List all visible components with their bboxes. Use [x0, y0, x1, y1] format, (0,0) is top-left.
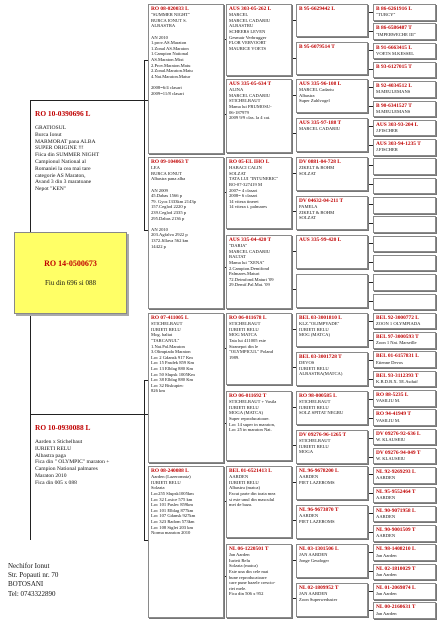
great-grandparent-box-ring: RO 05-EL IHO L [229, 159, 270, 165]
main-bird-box [14, 232, 127, 314]
generation-5-box-ring: BEL 01-6157831 L [376, 353, 419, 360]
generation-5-box-text: AARDEN [376, 475, 396, 481]
generation-5-box-text: "TURCY" [376, 12, 396, 18]
great-grandparent-box-ring: BEL 01-6521413 L [229, 468, 272, 474]
generation-5-box-ring: B 93-6127015 T [376, 63, 412, 70]
generation-4-box [296, 352, 368, 386]
generation-5-box [373, 4, 436, 21]
generation-5-box [373, 506, 436, 523]
generation-4-box [296, 79, 368, 113]
generation-5-box-text: ZOON 1 OLYMPIADA [376, 321, 421, 326]
generation-4-box-ring: NL 96-9673870 T [299, 507, 339, 513]
generation-5-box-ring: RO 94-41949 T [376, 411, 411, 418]
grandparent-box [148, 313, 224, 463]
grandparent-box-ring: RO 09-104063 T [151, 159, 189, 165]
generation-5-box-text: Jan Aarden [376, 610, 397, 616]
generation-4-box-ring: DV 04632-04-211 T [299, 198, 344, 204]
generation-5-box-ring: NL 92-9269293 L [376, 469, 416, 476]
generation-5-box [373, 23, 436, 40]
generation-5-box-text: J.FISCHER [376, 147, 398, 153]
grandparent-box-text: STICHELBAUT IURIETI RELU Mog. baltat "TARCANUL" 1.Nat.Pal.Maraton 3.Olimpiada Maraton Loc 2 Gdansk 917 Km Loc 15 Pasdek 859 Km Loc 13 Elblag 880 Km Loc 50 Slupsk 1005Km Loc 38 Elblag 880 Km Loc 32 Biskupiec 826 km [151, 321, 195, 394]
generation-5-box [373, 602, 436, 619]
generation-5-box-ring: NL 00-2160631 T [376, 604, 416, 611]
generation-5-box [373, 216, 436, 233]
great-grandparent-box-text: STICHELBAUT + Vasila IURIETI RELU MOGA (MATCA) Super reproducatoare. Loc 14 super in maraton, Loc 25 in maraton Nat. [229, 399, 277, 433]
generation-5-box [373, 178, 436, 195]
father-box [30, 100, 145, 224]
great-grandparent-box-text: "DARIA" MARCEL CADARIU BALTAT Mama lui "XENA" 2.Campion.Demifond Palmares.Maturi 72.Deimfond.Maturi '09 29.Demif.Pal.Mat. '09 [229, 243, 274, 288]
generation-4-box-ring: AUS 335-97-188 T [299, 120, 342, 126]
generation-5-box [373, 101, 436, 118]
owner-street: Str. Popauti nr. 70 [8, 571, 59, 580]
grandparent-box-ring: RO 08-020033 L [151, 6, 189, 12]
generation-4-box [296, 42, 368, 75]
generation-5-box-ring: B 86-6586487 T [376, 25, 412, 32]
generation-5-box-text: J.FISCHER [376, 128, 398, 133]
grandparent-box-text: "SUMMER NIGHT" BURCA IONUT S. ALBASTRA AN 2010 1.prov.AS.Maraton 1.Zonal AS.Maraton 1.Campion National AS.Maraton.Mixt 2.Prov.Maraton.Matu 2.Zonal.Maraton.Matu 4.Nat.Maraton.Matur 2008=6/4 clasari 2009=11/8 clasari [151, 12, 193, 96]
great-grandparent-box-text: MARCEL MARCEL CADARIU ALBASTRU SCHEERS LEVEN Gesmair Verbrugger FLOR VERVOORT MAURICE VOETS [229, 12, 271, 51]
generation-4-box-ring: DV 0881-04-728 L [299, 159, 341, 165]
generation-5-box [373, 448, 436, 465]
grandparent-box-text: LEA BURCA IONUT Albastra pana alba AN 2009 45.Dabas 1566 p 79. Gyor.1333km 2143p 157.Ceglod 2220 p 239.Ceglod 2335 p 295.Dabas 2136 p AN 2010 203.Agfalva 2922 p 1372.Jillava 562 km 14422 p [151, 165, 196, 249]
generation-5-box [373, 390, 436, 407]
generation-5-box-ring: AUS 303-93-204 L [376, 121, 419, 128]
generation-5-box-ring: BEL 92-3000772 L [376, 314, 419, 321]
generation-5-box-ring: RO 88-5235 L [376, 392, 409, 398]
great-grandparent-box [226, 466, 292, 538]
mother-text: Aarden x Stichelbaut IURIETI RELU Albastra paga Fica din " OLYMPIC" maraton + Campion National palmares Maraton 2010 Fica din 005 x 088 [35, 439, 110, 486]
great-grandparent-box [226, 544, 292, 618]
generation-5-box-text: Zoon 1 Nat. Marseille [376, 340, 417, 346]
generation-5-box [373, 351, 436, 368]
generation-4-box-text: JAN AARDEN Zoon Superweduster [299, 591, 338, 602]
generation-4-box-ring: B 95-6629442 L [299, 6, 335, 12]
generation-5-box-ring: BEL 93-3112393 T [376, 372, 419, 379]
generation-5-box [373, 255, 436, 272]
generation-4-box [296, 4, 368, 37]
generation-5-box-text: Jan Aarden [376, 552, 397, 558]
generation-4-box [296, 544, 368, 578]
generation-4-box-text: DEVOS IURIETI RELU ALBASTRA(MATCA) [299, 360, 343, 377]
great-grandparent-box-text: ALINA MARCEL CADARIU STICHELBAUT Mama lui FRUMOSU- 06-187979 2009 9/9 clas. la 4 cat. [229, 87, 272, 121]
generation-4-box-text: KLZ."OLIMPYADE" IURIETI RELU MOG (MATCA) [299, 321, 340, 338]
great-grandparent-box-ring: NL 06-1220501 T [229, 546, 269, 552]
generation-4-box-text: STICHELBAUT IURIETI RELU MOGA [299, 438, 331, 455]
grandparent-box-ring: RO 08-240088 L [151, 468, 189, 474]
generation-4-box [296, 505, 368, 539]
generation-5-box [373, 120, 436, 137]
generation-4-box-ring: DV 09276-96-1265 T [299, 432, 347, 438]
generation-4-box-text: STICHELBAUT IURIETI RELU SOLZ SPITAT NEGRU [299, 399, 344, 416]
generation-5-box-ring: DV 09276-92-636 L [376, 430, 421, 437]
generation-5-box [373, 564, 436, 581]
generation-5-box-ring: NL 01-2069874 L [376, 585, 416, 591]
generation-4-box-text: JAN AARDEN Jonge Geudoger [299, 552, 329, 563]
generation-4-box [296, 313, 368, 347]
generation-5-box [373, 158, 436, 175]
generation-5-box [373, 81, 436, 98]
generation-4-box [296, 391, 368, 425]
generation-4-box-ring: BEL 03-3001810 L [299, 315, 342, 321]
owner-city: BOTOSANI [8, 580, 44, 589]
generation-5-box-text: AARDEN [376, 533, 396, 539]
generation-5-box-text: M.MEULEMANS [376, 89, 411, 95]
generation-5-box-ring: NL 98-1408210 L [376, 546, 416, 553]
great-grandparent-box [226, 4, 292, 76]
generation-4-box-ring: AUS 335-96-108 L [299, 81, 342, 87]
great-grandparent-box-text: Jan Aarden Iurieti Relu Solzata (matca) Este una din cele mai bune reproducatoare care pune bazele crescto- riei mele. Fica din 506 x 952 [229, 552, 276, 597]
generation-5-box-ring: B 86-6261916 L [376, 6, 412, 12]
mother-ring: RO 10-0930088 L [35, 422, 91, 432]
generation-4-box [296, 157, 368, 191]
generation-5-box-ring: NL 90-9001509 T [376, 527, 416, 534]
great-grandparent-box-ring: RO 06-011692 T [229, 393, 267, 399]
generation-4-box [296, 430, 368, 464]
generation-4-box-text: MARCEL CADARIU [299, 126, 341, 132]
generation-4-box-ring: AUS 335-99-420 L [299, 237, 342, 243]
generation-4-box [296, 118, 368, 152]
great-grandparent-box [226, 157, 292, 229]
generation-4-box [296, 583, 368, 617]
father-ring: RO 10-0390696 L [35, 108, 91, 118]
generation-4-box-text: ZIKELT & BOHM SOLZAT [299, 165, 335, 176]
generation-4-box-ring: B 95-6079514 T [299, 44, 335, 50]
generation-5-box-ring: AUS 303-94-1235 T [376, 141, 421, 148]
grandparent-box [148, 466, 224, 618]
generation-4-box-ring: NL 03-1301506 L [299, 546, 339, 552]
grandparent-box [148, 157, 224, 309]
generation-5-box-ring: BEL 97-3000593 T [376, 334, 419, 341]
generation-5-box-ring: NL 90-9071958 L [376, 507, 416, 514]
generation-5-box-text: VOETS M.KESSEL [376, 50, 415, 56]
great-grandparent-box-text: STICHELBAUT IURIETI RELU MOG MATCA Tata lui 411005 este Stranepot din le "OLYMPICUL" Poland 1989. [229, 321, 273, 360]
generation-5-box-text: AARDEN [376, 494, 396, 500]
generation-4-box-text: PAMELA ZIKELT & BOHM SOLZAT [299, 204, 335, 221]
generation-5-box-text: VASILIU M. [376, 398, 401, 404]
father-text: GRATIOSUL Burca Ionut MARMORAT pana ALBA SUPER ORIGINE !!! Fiica din SUMMER NIGHT Campionul National al Romaniei la cea mai tare categorie AS Maraton, Avand 3 din 3 maratoane Nepot "KEN" [35, 125, 100, 193]
generation-5-box [373, 197, 436, 214]
generation-5-box [373, 62, 436, 79]
generation-4-box-text: MARCEL Cadariu Albastra Super Zuhlvogel [299, 87, 334, 104]
generation-5-box [373, 236, 436, 253]
generation-5-box-text: M.MEULEMANS [376, 108, 411, 114]
generation-5-box-text: AARDEN [376, 514, 396, 519]
generation-4-box-text: AARDEN PIET LAZEROMS [299, 513, 335, 524]
generation-5-box [373, 583, 436, 600]
generation-4-box [296, 235, 368, 269]
generation-5-box-text: W. KLAUSEIU [376, 456, 406, 462]
generation-5-box [373, 139, 436, 156]
generation-5-box [373, 544, 436, 561]
main-bird-subtitle: Fiu din 696 si 088 [45, 279, 96, 287]
generation-5-box-ring: DV 09276-94-049 T [376, 449, 421, 456]
generation-5-box-text: VASILIU M. [376, 417, 401, 423]
generation-4-box [296, 196, 368, 230]
generation-5-box-text: K.B.D.B.X. 5E.Asduif [376, 378, 418, 384]
generation-5-box-text: "IMPERWECHE III" [376, 31, 416, 37]
generation-5-box-text: Etienne Devos [376, 359, 403, 365]
generation-5-box-text: Jan Aarden [376, 591, 397, 597]
great-grandparent-box [226, 313, 292, 385]
generation-5-box-ring: B 92-4034512 L [376, 83, 412, 90]
great-grandparent-box-ring: AUS 303-05-262 L [229, 6, 272, 12]
great-grandparent-box [226, 235, 292, 309]
owner-name: Nechifor Ionut [8, 562, 50, 570]
generation-5-box [373, 313, 436, 330]
generation-5-box [373, 43, 436, 60]
main-bird-ring: RO 14-0500673 [44, 259, 97, 268]
owner-info [8, 562, 58, 599]
great-grandparent-box-text: HABACI CALIN SOLZAT TATA LUI "INTUNERIC" RO-07-327419 M 2007= 4 clasari 2008= 6 clasari 14 viteza tineret 14 viteza t. palmares [229, 165, 279, 210]
generation-5-box [373, 409, 436, 426]
generation-5-box-ring: B 91-6663415 L [376, 44, 412, 51]
generation-5-box [373, 429, 436, 446]
generation-4-box-ring: NL 96-9678200 L [299, 468, 339, 474]
generation-4-box-text: AARDEN PIET LAZEROMS [299, 474, 335, 485]
generation-5-box-ring: NL 95-9552464 T [376, 488, 416, 495]
generation-5-box [373, 487, 436, 504]
generation-5-box [373, 525, 436, 542]
generation-4-box [296, 274, 368, 308]
generation-5-box-ring: B 90-6341527 T [376, 102, 412, 109]
generation-5-box-ring: NL 02-1810029 T [376, 565, 416, 572]
generation-5-box [373, 294, 436, 311]
great-grandparent-box [226, 391, 292, 461]
generation-4-box-ring: RO 98-000585 L [299, 393, 337, 399]
generation-5-box-text: Jan Aarden [376, 571, 397, 577]
generation-5-box [373, 467, 436, 484]
generation-5-box [373, 332, 436, 349]
great-grandparent-box-ring: AUS 335-04-420 T [229, 237, 272, 243]
great-grandparent-box [226, 79, 292, 153]
grandparent-box [148, 4, 224, 154]
owner-phone: Tel: 0743322890 [8, 589, 56, 598]
generation-4-box-ring: BEL 03-3001728 T [299, 354, 342, 360]
generation-4-box-ring: NL 02-1809952 T [299, 585, 339, 591]
great-grandparent-box-ring: AUS 335-05-634 T [229, 81, 272, 87]
mother-box [30, 414, 145, 540]
generation-5-box [373, 274, 436, 291]
grandparent-box-text: Aarden (Lazeromniz) IURIETI RELU Solzata Loc255 Slupsk1005km Loc 32 Losice 575 km Loc 101 Paslec 859km Loc 101 Elblag 877km Loc 107 Gdansk 927km Loc 323 Radom 573km Loc 108 Siglet 203 km Norma maraton 2010 [151, 474, 196, 536]
generation-4-box [296, 466, 368, 500]
great-grandparent-box-ring: RO 06-011678 L [229, 315, 267, 321]
generation-5-box-text: W. KLAUSEIU [376, 436, 406, 442]
generation-5-box [373, 371, 436, 388]
great-grandparent-box-text: AARDEN IURIETI RELU Albastru (matca) Facut parte din toata mea si este unul din masculul mei de baza. [229, 474, 276, 508]
grandparent-box-ring: RO 07-411005 L [151, 315, 189, 321]
